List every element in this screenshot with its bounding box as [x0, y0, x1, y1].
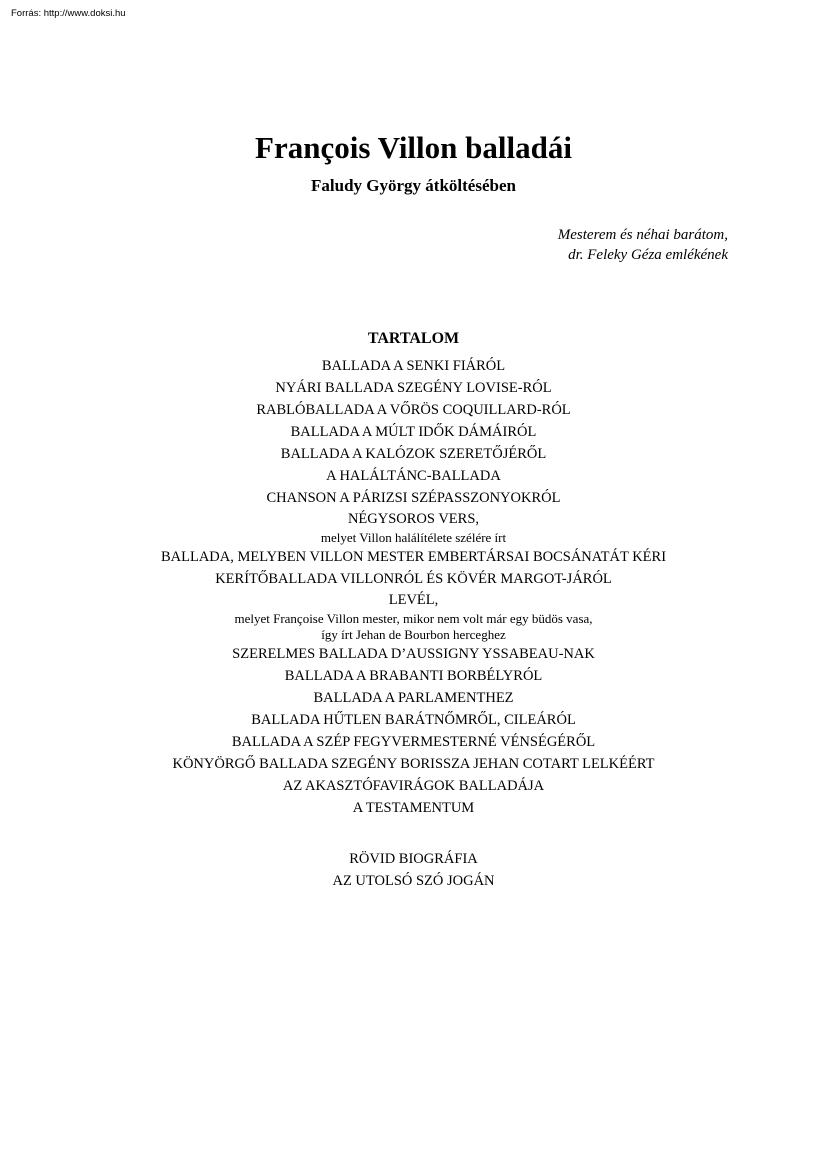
toc-item-note: melyet Villon halálítélete szélére írt	[320, 530, 507, 545]
toc-item-note: melyet Françoise Villon mester, mikor nem volt már egy büdös vasa,	[234, 611, 593, 626]
document-title: François Villon balladái	[255, 130, 572, 165]
toc-item	[0, 590, 827, 643]
table-of-contents-appendix	[0, 848, 827, 892]
toc-item-title: LEVÉL,	[388, 592, 439, 608]
toc-item: RABLÓBALLADA A VŐRÖS COQUILLARD-RÓL	[256, 402, 571, 418]
toc-item: BALLADA, MELYBEN VILLON MESTER EMBERTÁRSAI BOCSÁNATÁT KÉRI	[160, 549, 667, 565]
toc-item: BALLADA A BRABANTI BORBÉLYRÓL	[284, 668, 543, 684]
toc-item-title: NÉGYSOROS VERS,	[347, 511, 480, 527]
toc-item: BALLADA A SZÉP FEGYVERMESTERNÉ VÉNSÉGÉRŐL	[231, 734, 596, 750]
toc-item: BALLADA A SENKI FIÁRÓL	[321, 358, 506, 374]
toc-item: KÖNYÖRGŐ BALLADA SZEGÉNY BORISSZA JEHAN COTART LELKÉÉRT	[172, 756, 655, 772]
document-subtitle: Faludy György átköltésében	[311, 176, 516, 195]
toc-item: BALLADA A PARLAMENTHEZ	[313, 690, 514, 706]
toc-heading: TARTALOM	[367, 330, 460, 347]
toc-item: CHANSON A PÁRIZSI SZÉPASSZONYOKRÓL	[266, 490, 561, 506]
toc-item: A TESTAMENTUM	[352, 800, 475, 816]
dedication	[558, 225, 728, 265]
toc-item	[0, 509, 827, 546]
dedication-line: Mesterem és néhai barátom,	[557, 227, 728, 243]
toc-item: BALLADA HŰTLEN BARÁTNŐMRŐL, CILEÁRÓL	[251, 712, 576, 728]
toc-item-note: így írt Jehan de Bourbon herceghez	[321, 627, 506, 642]
toc-item: RÖVID BIOGRÁFIA	[349, 851, 478, 867]
toc-item: BALLADA A MÚLT IDŐK DÁMÁIRÓL	[290, 424, 537, 440]
toc-item: AZ AKASZTÓFAVIRÁGOK BALLADÁJA	[282, 778, 545, 794]
toc-item: NYÁRI BALLADA SZEGÉNY LOVISE-RÓL	[275, 380, 552, 396]
dedication-line: dr. Feleky Géza emlékének	[568, 247, 728, 263]
table-of-contents	[0, 355, 827, 819]
toc-item: AZ UTOLSÓ SZÓ JOGÁN	[332, 873, 495, 889]
source-label: Forrás: http://www.doksi.hu	[11, 8, 126, 19]
toc-item: SZERELMES BALLADA D’AUSSIGNY YSSABEAU-NAK	[232, 646, 595, 662]
toc-item: KERÍTŐBALLADA VILLONRÓL ÉS KÖVÉR MARGOT-JÁRÓL	[215, 571, 612, 587]
toc-item: BALLADA A KALÓZOK SZERETŐJÉRŐL	[280, 446, 547, 462]
toc-item: A HALÁLTÁNC-BALLADA	[326, 468, 501, 484]
